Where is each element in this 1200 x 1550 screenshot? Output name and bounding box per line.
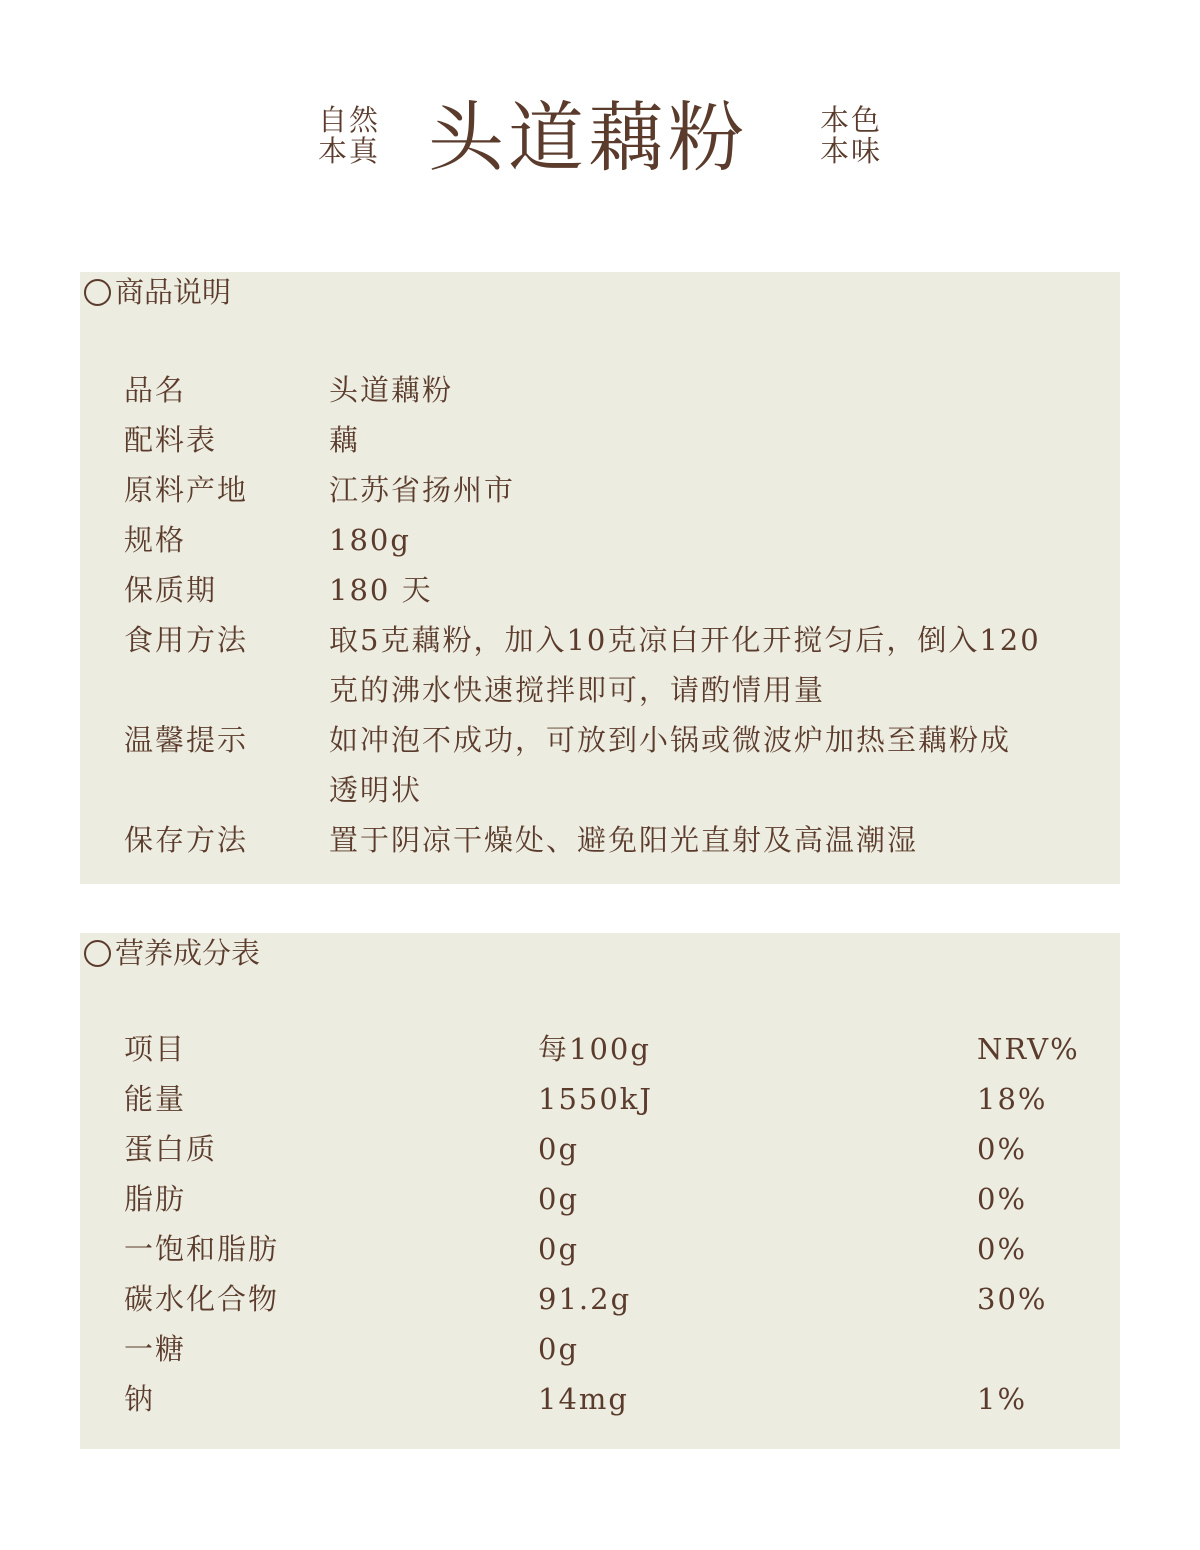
nutrition-item: 钠	[124, 1382, 156, 1416]
info-row-usage	[124, 615, 1114, 715]
info-label: 规格	[124, 523, 187, 557]
nutrition-item: 一饱和脂肪	[124, 1232, 280, 1266]
info-value: 置于阴凉干燥处、避免阳光直射及高温潮湿	[329, 823, 919, 857]
nutrition-row	[124, 1174, 1114, 1224]
info-label: 食用方法	[124, 623, 249, 657]
nutrition-item: 能量	[124, 1082, 187, 1116]
info-value: 180g	[329, 523, 411, 557]
nutrition-item: 一糖	[124, 1332, 187, 1366]
product-info-list	[124, 365, 1114, 865]
nutrition-per100g: 0g	[538, 1182, 580, 1216]
info-row-ingredients	[124, 415, 1114, 465]
nutrition-nrv: 1%	[977, 1382, 1028, 1416]
nutrition-nrv: 30%	[977, 1282, 1048, 1316]
nutrition-row	[124, 1374, 1114, 1424]
circle-icon	[84, 940, 111, 967]
info-value: 180 天	[329, 573, 433, 607]
nutrition-row	[124, 1074, 1114, 1124]
info-value-line: 如冲泡不成功，可放到小锅或微波炉加热至藕粉成	[329, 723, 1012, 757]
nutrition-nrv: 0%	[977, 1182, 1028, 1216]
nutrition-item: 脂肪	[124, 1182, 187, 1216]
info-row-tip	[124, 715, 1114, 815]
nutrition-item: 碳水化合物	[124, 1282, 280, 1316]
nutrition-row	[124, 1124, 1114, 1174]
slogan-right-line2: 本味	[820, 134, 883, 168]
nutrition-item: 项目	[124, 1032, 187, 1066]
nutrition-row	[124, 1224, 1114, 1274]
info-label: 品名	[124, 373, 187, 407]
product-info-heading	[84, 272, 231, 312]
product-info-panel	[80, 272, 1120, 884]
nutrition-nrv: 18%	[977, 1082, 1048, 1116]
nutrition-panel	[80, 933, 1120, 1449]
info-value	[329, 615, 1114, 715]
slogan-left-line1: 自然	[318, 103, 381, 137]
nutrition-nrv: NRV%	[977, 1032, 1080, 1066]
nutrition-header-row	[124, 1024, 1114, 1074]
info-value-line: 取5克藕粉，加入10克凉白开化开搅匀后，倒入120	[329, 623, 1041, 657]
info-label: 保质期	[124, 573, 218, 607]
info-label: 保存方法	[124, 823, 249, 857]
product-info-title: 商品说明	[115, 275, 232, 309]
slogan-right	[820, 105, 882, 167]
info-row-storage	[124, 815, 1114, 865]
nutrition-table	[124, 1024, 1114, 1424]
info-row-name	[124, 365, 1114, 415]
info-value-line: 克的沸水快速搅拌即可，请酌情用量	[329, 673, 826, 707]
header	[0, 90, 1200, 190]
nutrition-title: 营养成分表	[115, 936, 261, 970]
nutrition-nrv: 0%	[977, 1232, 1028, 1266]
nutrition-per100g: 1550kJ	[538, 1082, 654, 1116]
slogan-left	[318, 105, 380, 167]
circle-icon	[84, 279, 111, 306]
nutrition-row	[124, 1274, 1114, 1324]
info-row-shelf-life	[124, 565, 1114, 615]
info-label: 原料产地	[124, 473, 249, 507]
info-value: 江苏省扬州市	[329, 473, 516, 507]
nutrition-row	[124, 1324, 1114, 1374]
nutrition-per100g: 14mg	[538, 1382, 629, 1416]
info-value: 头道藕粉	[329, 373, 454, 407]
slogan-right-line1: 本色	[820, 103, 883, 137]
nutrition-nrv: 0%	[977, 1132, 1028, 1166]
info-label: 配料表	[124, 423, 218, 457]
info-value: 藕	[329, 423, 361, 457]
info-row-spec	[124, 515, 1114, 565]
info-row-origin	[124, 465, 1114, 515]
info-value	[329, 715, 1114, 815]
nutrition-per100g: 91.2g	[538, 1282, 632, 1316]
nutrition-item: 蛋白质	[124, 1132, 218, 1166]
info-value-line: 透明状	[329, 773, 423, 807]
nutrition-per100g: 每100g	[538, 1032, 651, 1066]
nutrition-per100g: 0g	[538, 1332, 580, 1366]
nutrition-heading	[84, 933, 260, 973]
nutrition-per100g: 0g	[538, 1232, 580, 1266]
slogan-left-line2: 本真	[318, 134, 381, 168]
nutrition-per100g: 0g	[538, 1132, 580, 1166]
page-title: 头道藕粉	[428, 93, 748, 182]
info-label: 温馨提示	[124, 723, 249, 757]
